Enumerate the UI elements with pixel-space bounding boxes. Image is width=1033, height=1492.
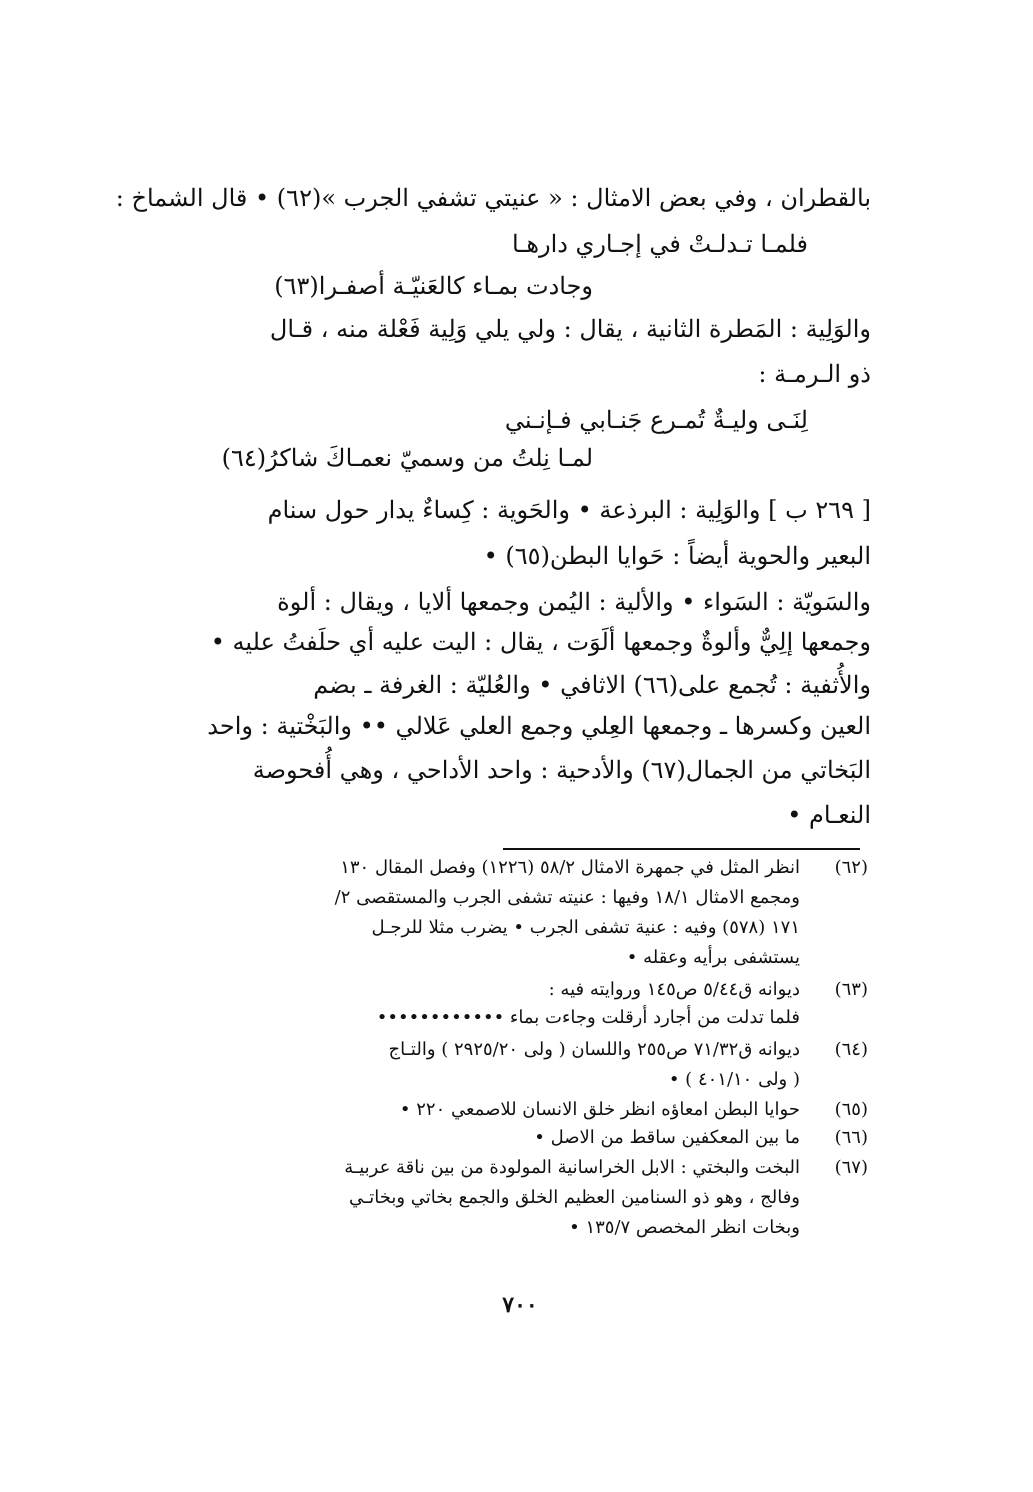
footnote-rule <box>503 848 860 850</box>
body-line: ذو الـرمـة : <box>758 360 871 388</box>
footnote-line: البخت والبختي : الابل الخراسانية المولودة من بين ناقة عربيـة <box>344 1157 800 1178</box>
footnote-number: (٦٧) <box>834 1157 868 1178</box>
footnote-number: (٦٥) <box>834 1099 868 1120</box>
body-line: بالقطران ، وفي بعض الامثال : « عنيتي تشفي الجرب »(٦٢) • قال الشماخ : <box>115 184 871 212</box>
body-line: وجمعها إلِيٌّ وألوةٌ وجمعها ألَوَت ، يقال : اليت عليه أي حلَفتُ عليه • <box>210 628 871 656</box>
verse-line: وجادت بمـاء كالعَنيّـة أصفـرا(٦٣) <box>274 272 593 300</box>
verse-line: لمـا نِلتُ من وسميّ نعمـاكَ شاكرُ(٦٤) <box>221 444 593 472</box>
verse-line: لِنَـى وليـةٌ تُمـرع جَنـابي فـإنـني <box>504 406 808 434</box>
page-number: ٧٠٠ <box>502 1292 538 1318</box>
footnote-line: انظر المثل في جمهرة الامثال ٥٨/٢ (١٢٢٦) وفصل المقال ١٣٠ <box>340 857 800 878</box>
verse-line: فلمـا تـدلـتْ في إجـاري دارهـا <box>511 230 808 258</box>
body-line: والسَويّة : السَواء • والألية : اليُمن وجمعها ألايا ، ويقال : ألوة <box>277 588 871 616</box>
footnote-line: حوايا البطن امعاؤه انظر خلق الانسان للاصمعي ٢٢٠ • <box>399 1099 800 1120</box>
body-line: العين وكسرها ـ وجمعها العِلي وجمع العلي عَلالي •• والبَخْتية : واحد <box>207 712 871 740</box>
footnote-line: فلما تدلت من أجارد أرقلت وجاءت بماء •••••••••••• <box>376 1007 800 1028</box>
body-line: والأُثفية : تُجمع على(٦٦) الاثافي • والعُليّة : الغرفة ـ بضم <box>313 671 871 699</box>
footnote-number: (٦٢) <box>834 857 868 878</box>
footnote-number: (٦٦) <box>834 1127 868 1148</box>
footnote-line: ما بين المعكفين ساقط من الاصل • <box>534 1127 800 1148</box>
footnote-line: ديوانه ق٥/٤٤ ص١٤٥ وروايته فيه : <box>548 979 800 1000</box>
footnote-number: (٦٤) <box>834 1039 868 1060</box>
footnote-line: ( ولى ٤٠١/١٠ ) • <box>668 1069 800 1090</box>
body-line: البعير والحوية أيضاً : حَوايا البطن(٦٥) • <box>483 542 871 570</box>
footnote-line: وبخات انظر المخصص ١٣٥/٧ • <box>569 1217 800 1238</box>
footnote-line: وفالج ، وهو ذو السنامين العظيم الخلق والجمع بخاتي وبخاتـي <box>348 1187 800 1208</box>
body-line: البَخاتي من الجمال(٦٧) والأدحية : واحد الأداحي ، وهي أُفحوصة <box>252 756 871 784</box>
footnote-line: ديوانه ق٧١/٣٢ ص٢٥٥ واللسان ( ولى ٢٩٢٥/٢٠ ) والتـاج <box>388 1039 800 1060</box>
footnote-line: ١٧١ (٥٧٨) وفيه : عنية تشفى الجرب • يضرب مثلا للرجـل <box>371 917 800 938</box>
footnote-line: يستشفى برأيه وعقله • <box>626 947 800 968</box>
body-line: [ ٢٦٩ ب ] والوَلِية : البرذعة • والحَوية : كِساءٌ يدار حول سنام <box>267 496 871 524</box>
footnote-number: (٦٣) <box>834 979 868 1000</box>
body-line: والوَلِية : المَطرة الثانية ، يقال : ولي يلي وَلِية فَعْلة منه ، قـال <box>269 315 871 343</box>
footnote-line: ومجمع الامثال ١٨/١ وفيها : عنيته تشفى الجرب والمستقصى ٢/ <box>334 887 800 908</box>
body-line: النعـام • <box>787 801 871 829</box>
